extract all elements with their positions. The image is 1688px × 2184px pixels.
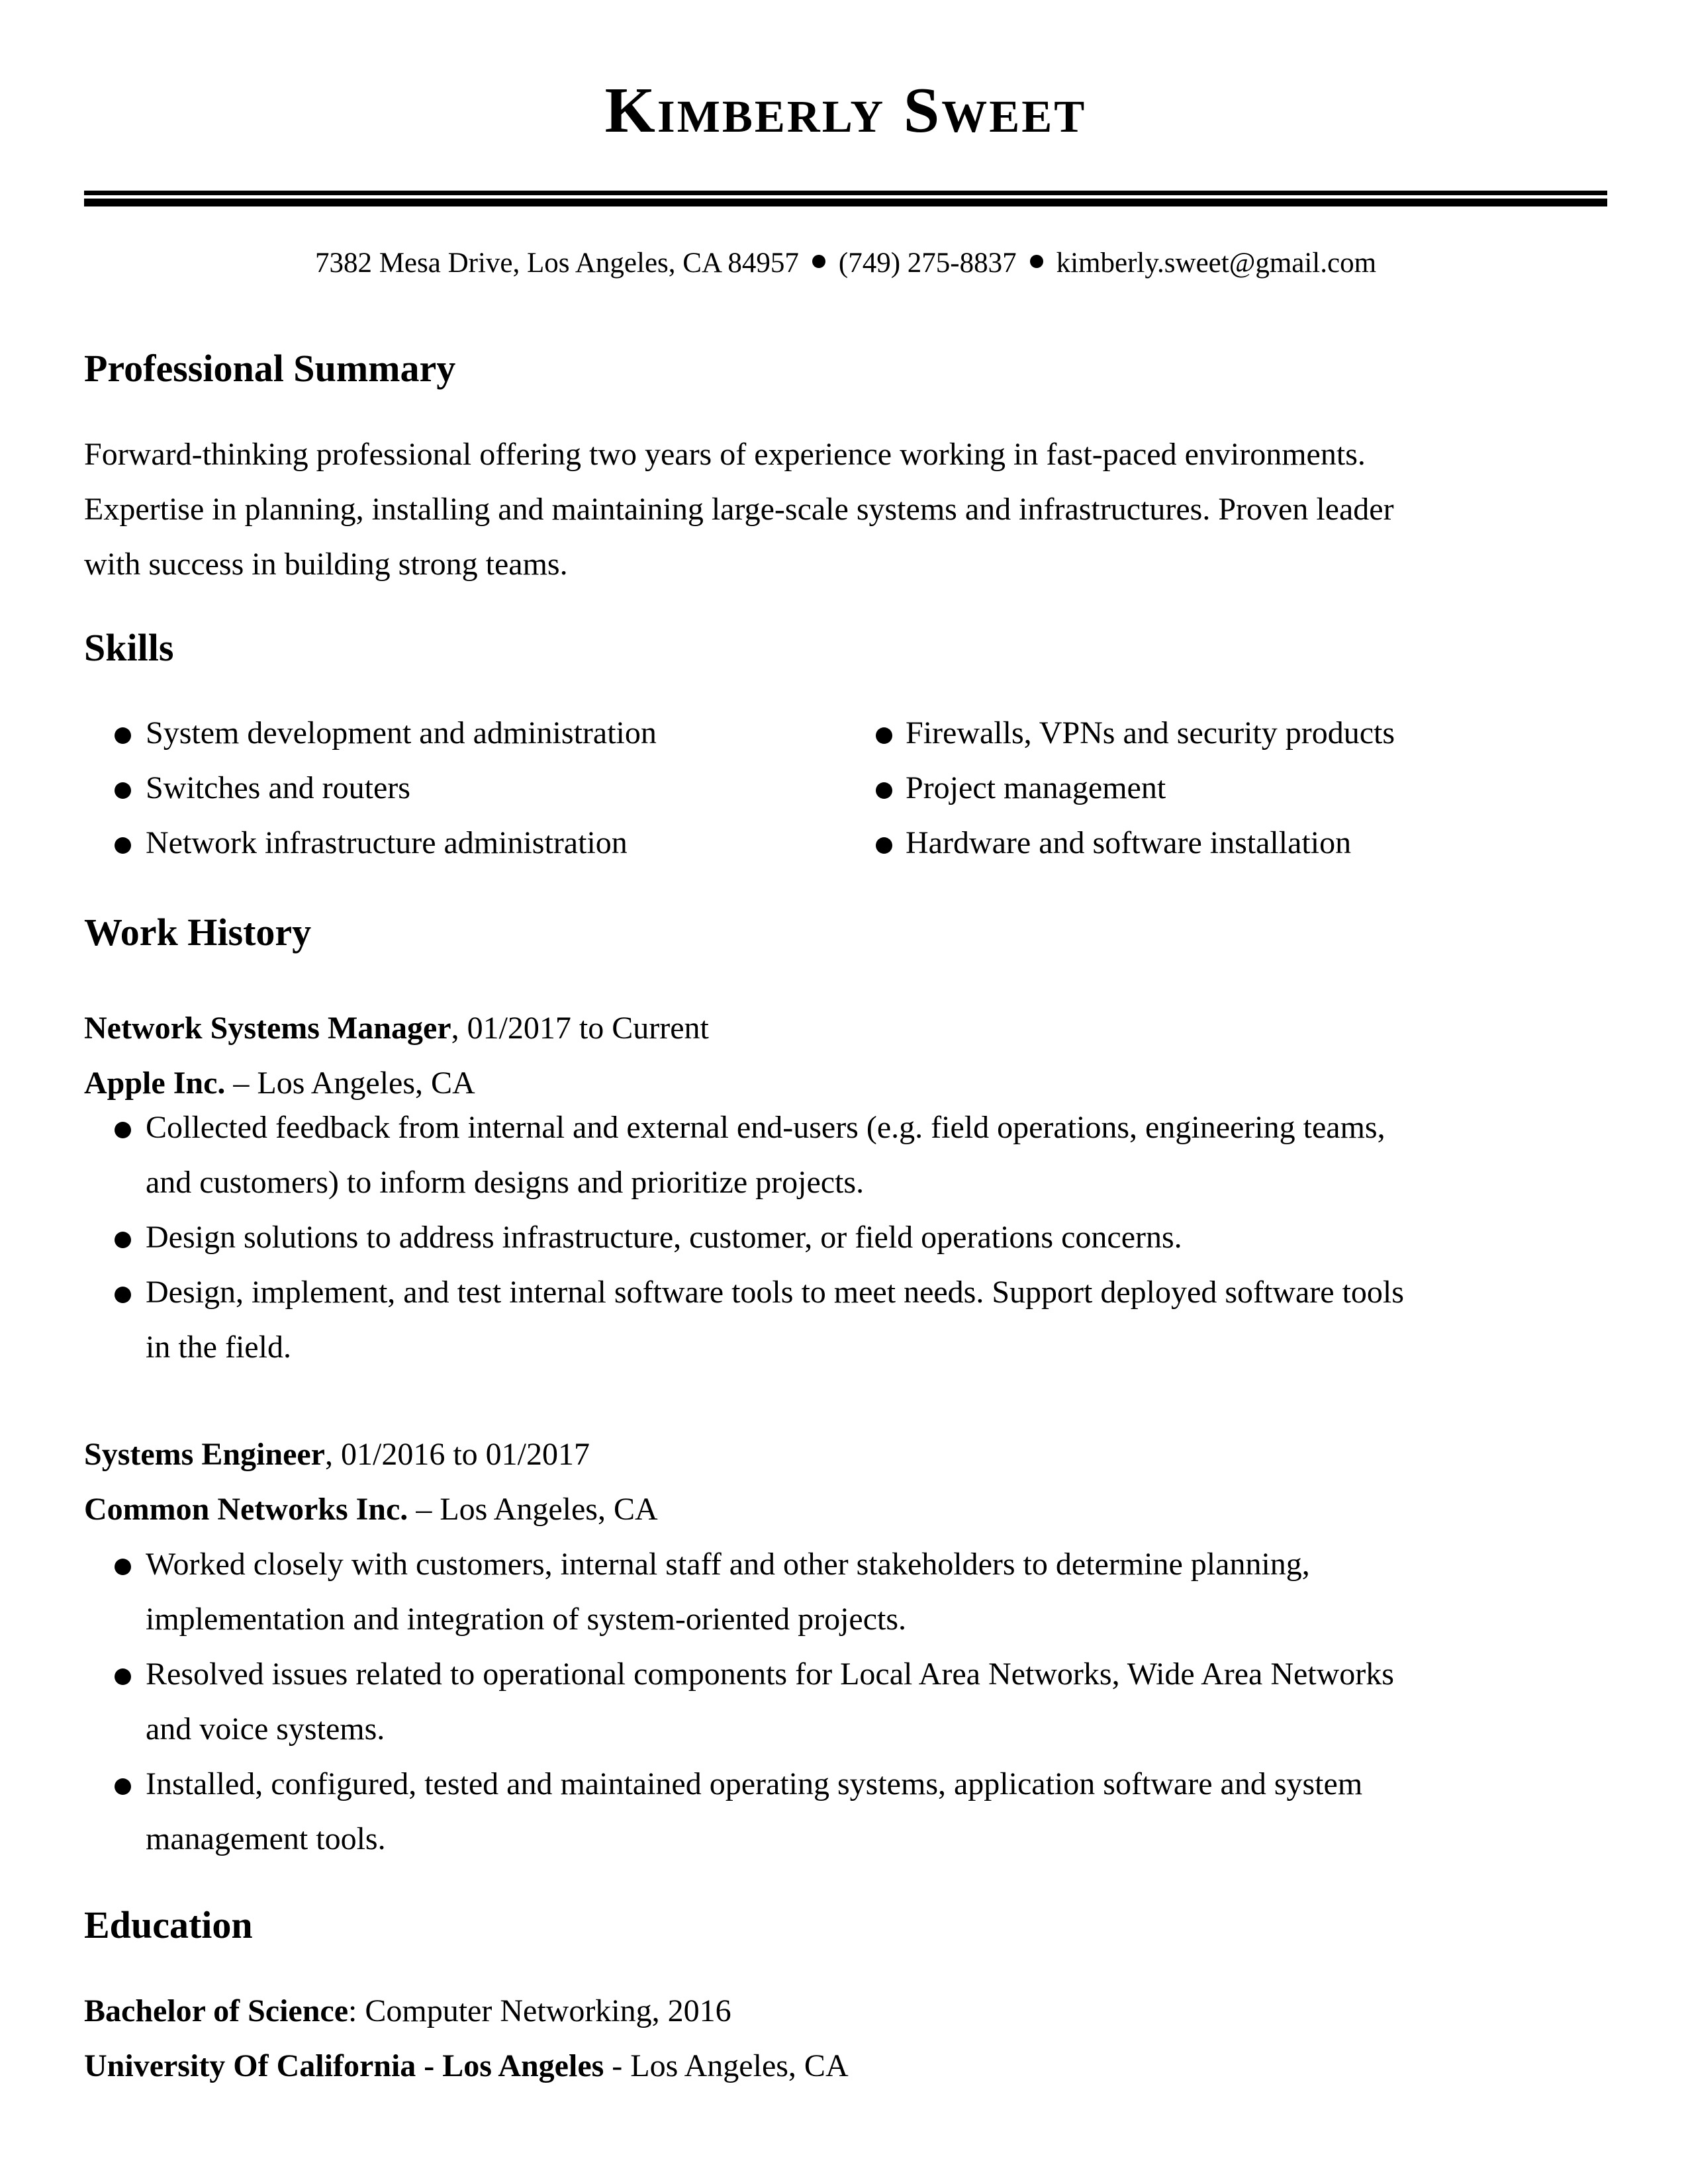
job-location: – Los Angeles, CA	[408, 1492, 658, 1527]
bullet-text: Resolved issues related to operational components for Local Area Networks, Wide Area Networks	[146, 1657, 1394, 1692]
bullet-icon	[115, 727, 131, 744]
summary-line: Expertise in planning, installing and maintaining large-scale systems and infrastructures. Proven leader	[84, 492, 1394, 527]
bullet-icon	[115, 1287, 131, 1303]
job-title-line	[84, 1427, 590, 1482]
degree-field: : Computer Networking, 2016	[348, 1993, 731, 2028]
bullet-icon	[115, 782, 131, 799]
bullet-text: and voice systems.	[146, 1711, 385, 1747]
bullet-text: Collected feedback from internal and external end-users (e.g. field operations, engineering teams,	[146, 1110, 1385, 1145]
bullet-text: Installed, configured, tested and maintained operating systems, application software and system	[146, 1766, 1363, 1801]
skill-label: Switches and routers	[146, 770, 410, 805]
job-title: Network Systems Manager	[84, 1011, 451, 1046]
job-location: – Los Angeles, CA	[225, 1066, 475, 1101]
contact-phone: (749) 275-8837	[838, 248, 1017, 279]
bullet-text: Design solutions to address infrastructure, customer, or field operations concerns.	[146, 1220, 1182, 1255]
bullet-icon	[876, 727, 892, 744]
bullet-icon	[115, 1232, 131, 1248]
bullet-text: implementation and integration of system-oriented projects.	[146, 1602, 907, 1637]
job-title: Systems Engineer	[84, 1437, 325, 1472]
header-rule-thick	[84, 199, 1607, 206]
job-title-line	[84, 1001, 709, 1056]
job-dates: , 01/2016 to 01/2017	[324, 1437, 590, 1472]
summary-text	[84, 427, 1607, 592]
summary-line: Forward-thinking professional offering two years of experience working in fast-paced environments.	[84, 437, 1366, 472]
bullet-separator-icon	[1030, 255, 1043, 268]
bullet-text: in the field.	[146, 1330, 291, 1365]
bullet-icon	[876, 782, 892, 799]
job-dates: , 01/2017 to Current	[451, 1011, 709, 1046]
bullet-icon	[115, 1559, 131, 1575]
skill-label: Firewalls, VPNs and security products	[906, 715, 1395, 751]
school-line	[84, 2038, 849, 2093]
bullet-icon	[115, 1668, 131, 1685]
bullet-text: and customers) to inform designs and prioritize projects.	[146, 1165, 865, 1200]
work-history-heading: Work History	[84, 911, 312, 954]
skills-heading: Skills	[84, 626, 174, 669]
skill-label: Hardware and software installation	[906, 825, 1352, 860]
candidate-name: Kimberly Sweet	[604, 75, 1087, 146]
contact-line	[84, 244, 1607, 283]
summary-heading: Professional Summary	[84, 347, 456, 390]
contact-email: kimberly.sweet@gmail.com	[1056, 248, 1377, 279]
school-location: - Los Angeles, CA	[604, 2048, 849, 2083]
job-company: Common Networks Inc.	[84, 1492, 408, 1527]
skill-label: System development and administration	[146, 715, 657, 751]
bullet-text: management tools.	[146, 1821, 386, 1856]
bullet-icon	[876, 837, 892, 854]
job-company: Apple Inc.	[84, 1066, 226, 1101]
summary-line: with success in building strong teams.	[84, 547, 568, 582]
contact-address: 7382 Mesa Drive, Los Angeles, CA 84957	[314, 248, 799, 279]
job-company-line	[84, 1482, 658, 1537]
bullet-text: Design, implement, and test internal software tools to meet needs. Support deployed software tools	[146, 1275, 1404, 1310]
header-rule-thin	[84, 191, 1607, 195]
degree-line	[84, 1983, 731, 2038]
bullet-text: Worked closely with customers, internal staff and other stakeholders to determine planning,	[146, 1547, 1310, 1582]
degree-name: Bachelor of Science	[84, 1993, 349, 2028]
education-heading: Education	[84, 1903, 253, 1946]
bullet-icon	[115, 837, 131, 854]
skill-label: Network infrastructure administration	[146, 825, 628, 860]
bullet-icon	[115, 1122, 131, 1138]
bullet-separator-icon	[812, 255, 825, 268]
bullet-icon	[115, 1778, 131, 1795]
school-name: University Of California - Los Angeles	[84, 2048, 604, 2083]
skill-label: Project management	[906, 770, 1166, 805]
